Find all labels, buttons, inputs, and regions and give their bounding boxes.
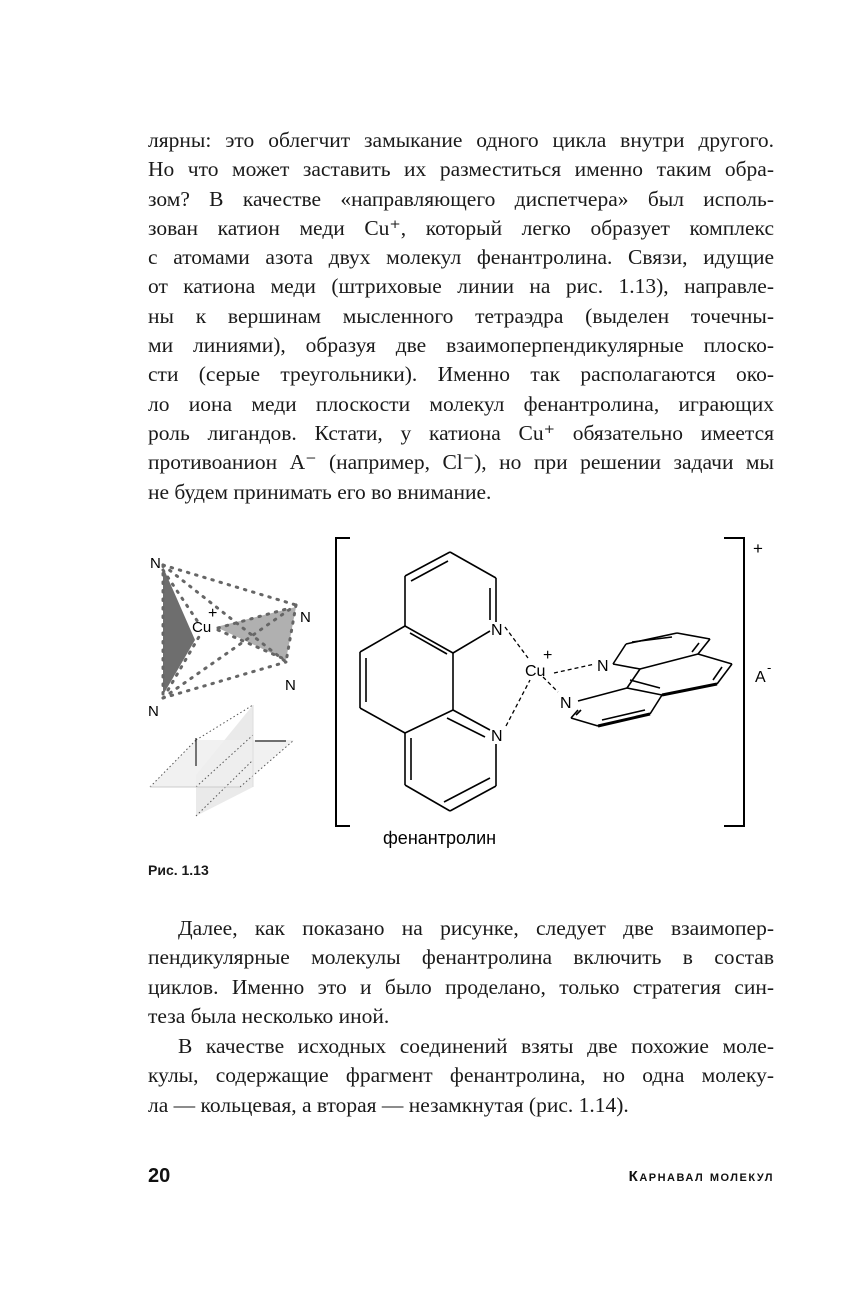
phenanthroline-perspective (571, 633, 732, 726)
text-line: теза была несколько иной. (148, 1003, 390, 1028)
text-line: ло иона меди плоскости молекул фенантролина, играющих (148, 391, 774, 416)
figure-caption: Рис. 1.13 (148, 862, 209, 878)
tetra-n-label: N (148, 703, 159, 720)
text-line: Далее, как показано на рисунке, следует две взаимопер- (178, 916, 774, 940)
text-line: зован катион меди Cu⁺, который легко образует комплекс (148, 215, 774, 240)
page-number: 20 (148, 1165, 171, 1187)
text-line: пендикулярные молекулы фенантролина включить в состав (148, 945, 774, 970)
text-line: ны к вершинам мысленного тетраэдра (выделен точечны- (148, 303, 774, 328)
text-line: Но что может заставить их разместиться именно таким обра- (148, 157, 774, 182)
cu-label: Cu (525, 663, 546, 680)
tetra-cu-charge: + (208, 605, 218, 622)
paragraph-3 (148, 1032, 774, 1120)
paragraph-1 (148, 126, 774, 507)
ligand-name-label: фенантролин (383, 828, 497, 848)
running-title: Карнавал молекул (628, 1168, 774, 1185)
phen2-n-label: N (560, 695, 572, 712)
text-line: ла — кольцевая, а вторая — незамкнутая (рис. 1.14). (148, 1092, 629, 1117)
figure-drawing (140, 530, 800, 850)
right-bracket (724, 538, 744, 826)
text-line: от катиона меди (штриховые линии на рис. 1.13), направле- (148, 274, 774, 299)
phen2-n-label: N (597, 658, 609, 675)
coordination-bonds (505, 627, 595, 726)
tetra-n-label: N (285, 677, 296, 694)
figure-1-13 (140, 530, 800, 850)
text-line: с атомами азота двух молекул фенантролина. Связи, идущие (148, 245, 774, 270)
perpendicular-planes-diagram (150, 705, 294, 816)
counter-anion-charge: - (767, 660, 772, 675)
text-line: зом? В качестве «направляющего диспетчера» был исполь- (148, 186, 774, 211)
text-line: роль лигандов. Кстати, у катиона Cu⁺ обязательно имеется (148, 420, 774, 445)
left-bracket (336, 538, 350, 826)
tetrahedron-diagram (148, 555, 311, 720)
phen-n-label: N (491, 622, 503, 639)
text-line: В качестве исходных соединений взяты две похожие моле- (178, 1034, 774, 1058)
counter-anion: A (755, 669, 766, 686)
horizontal-plane (150, 740, 294, 787)
text-line: циклов. Именно это и было проделано, только стратегия син- (148, 974, 774, 999)
paragraph-2 (148, 914, 774, 1031)
text-line: противоанион A⁻ (например, Cl⁻), но при решении задачи мы (148, 450, 774, 475)
tetra-cu-label: Cu (192, 619, 212, 636)
text-line: не будем принимать его во внимание. (148, 479, 492, 504)
phen-n-label: N (491, 728, 503, 745)
tetra-n-label: N (300, 609, 311, 626)
text-line: сти (серые треугольники). Именно так располагаются око- (148, 362, 774, 387)
phenanthroline-structure (360, 552, 496, 811)
cu-charge: + (543, 647, 553, 664)
text-line: кулы, содержащие фрагмент фенантролина, но одна молеку- (148, 1063, 774, 1088)
text-line: ми линиями), образуя две взаимоперпендикулярные плоско- (148, 333, 774, 358)
text-line: лярны: это облегчит замыкание одного цикла внутри другого. (148, 128, 774, 152)
tetra-n-label: N (150, 555, 161, 572)
complex-charge: + (753, 539, 763, 558)
